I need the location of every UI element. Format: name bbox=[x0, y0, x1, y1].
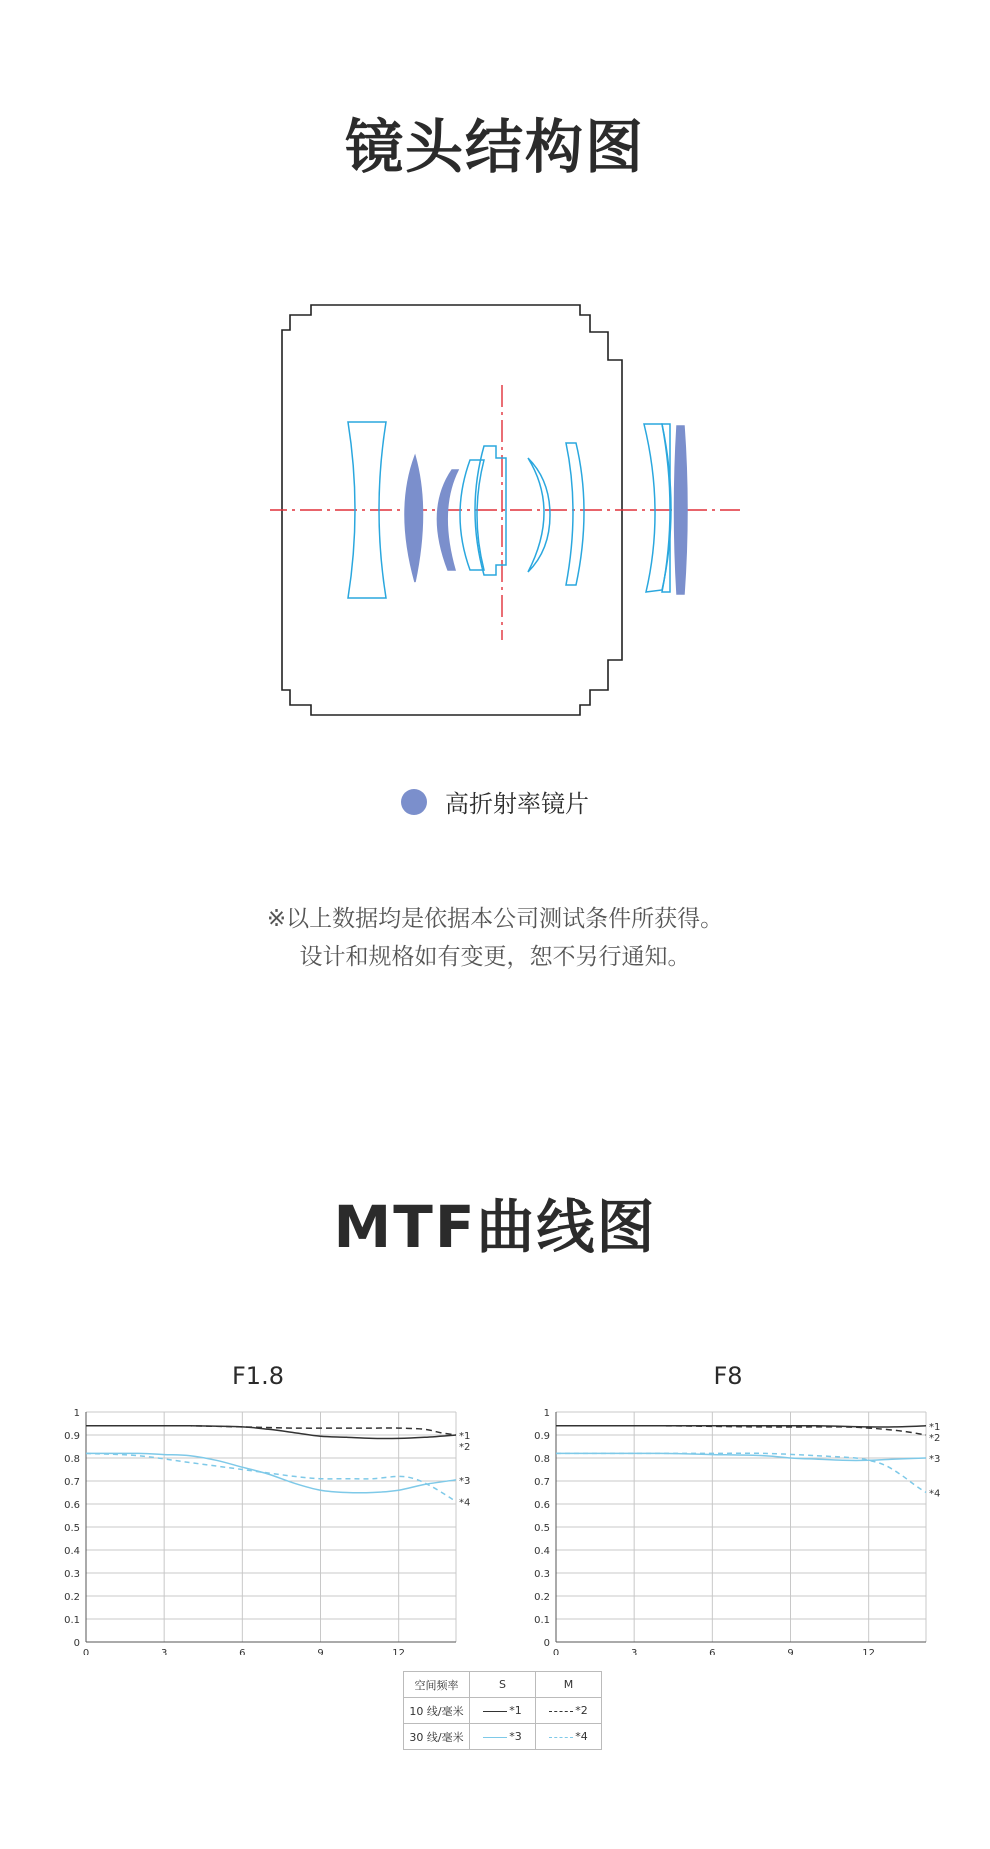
lens-element-4 bbox=[460, 460, 484, 570]
y-tick-label: 0.1 bbox=[64, 1615, 80, 1626]
y-tick-label: 0 bbox=[543, 1638, 550, 1649]
x-tick-label: 0 bbox=[82, 1648, 90, 1655]
y-tick-label: 0.5 bbox=[64, 1523, 80, 1534]
lens-element-2-high-index bbox=[405, 456, 423, 582]
x-tick-label: 0 bbox=[552, 1648, 560, 1655]
y-tick-label: 0.3 bbox=[64, 1569, 80, 1580]
y-tick-label: 0.4 bbox=[534, 1546, 550, 1557]
key-row-10lp-label: 10 线/毫米 bbox=[404, 1698, 470, 1724]
x-tick-label: 6 bbox=[239, 1648, 246, 1655]
key-s2: *3 bbox=[470, 1724, 536, 1750]
y-tick-label: 0.8 bbox=[534, 1454, 550, 1465]
series-line-m3 bbox=[556, 1453, 926, 1460]
chart-title-f18: F1.8 bbox=[232, 1362, 284, 1390]
y-tick-label: 0.8 bbox=[64, 1454, 80, 1465]
lens-legend bbox=[0, 784, 990, 819]
x-tick-label: 12 bbox=[392, 1648, 406, 1655]
x-tick-label: 6 bbox=[709, 1648, 716, 1655]
x-tick-label: 3 bbox=[630, 1648, 638, 1655]
key-m1: *2 bbox=[536, 1698, 602, 1724]
y-tick-label: 0.2 bbox=[64, 1592, 80, 1603]
series-end-label: *2 bbox=[459, 1442, 470, 1453]
high-index-legend-label: 高折射率镜片 bbox=[445, 790, 589, 818]
key-header-frequency: 空间频率 bbox=[404, 1672, 470, 1698]
y-tick-label: 0.1 bbox=[534, 1615, 550, 1626]
key-header-s: S bbox=[470, 1672, 536, 1698]
lens-element-8 bbox=[644, 424, 671, 592]
series-end-label: *3 bbox=[929, 1454, 940, 1465]
x-tick-label: 3 bbox=[160, 1648, 168, 1655]
y-tick-label: 0.2 bbox=[534, 1592, 550, 1603]
series-end-label: *2 bbox=[929, 1432, 940, 1444]
chart-title-f8: F8 bbox=[713, 1362, 743, 1390]
y-tick-label: 0.3 bbox=[534, 1569, 550, 1580]
lens-element-7 bbox=[566, 443, 584, 585]
series-line-m3 bbox=[86, 1453, 456, 1492]
y-tick-label: 0.6 bbox=[64, 1500, 80, 1511]
y-tick-label: 0 bbox=[73, 1638, 80, 1649]
x-tick-label: 12 bbox=[862, 1648, 876, 1655]
y-tick-label: 0.9 bbox=[64, 1431, 80, 1442]
key-header-m: M bbox=[536, 1672, 602, 1698]
series-end-label: *1 bbox=[459, 1431, 470, 1442]
lens-element-3-high-index bbox=[437, 470, 458, 570]
key-m2: *4 bbox=[536, 1724, 602, 1750]
y-tick-label: 1 bbox=[73, 1408, 80, 1419]
x-tick-label: 9 bbox=[787, 1648, 794, 1655]
disclaimer-line-2: 设计和规格如有变更，恕不另行通知。 bbox=[299, 944, 691, 970]
lens-element-6 bbox=[528, 458, 550, 572]
series-end-label: *4 bbox=[929, 1488, 940, 1500]
series-line-m4 bbox=[86, 1453, 456, 1501]
y-tick-label: 0.5 bbox=[534, 1523, 550, 1534]
mtf-chart-f8 bbox=[520, 1395, 940, 1655]
mtf-chart-f18 bbox=[50, 1395, 470, 1655]
y-tick-label: 0.7 bbox=[534, 1477, 550, 1488]
key-row-30lp-label: 30 线/毫米 bbox=[404, 1724, 470, 1750]
lens-element-9 bbox=[662, 424, 670, 592]
series-end-label: *1 bbox=[929, 1421, 940, 1433]
series-end-label: *3 bbox=[459, 1475, 470, 1487]
series-end-label: *4 bbox=[459, 1497, 470, 1509]
mtf-section-title: MTF曲线图 bbox=[333, 1193, 657, 1261]
lens-structure-diagram bbox=[270, 300, 750, 720]
x-tick-label: 9 bbox=[317, 1648, 324, 1655]
series-line-m2 bbox=[86, 1426, 456, 1435]
disclaimer-line-1: ※以上数据均是依据本公司测试条件所获得。 bbox=[266, 906, 724, 932]
high-index-legend-dot bbox=[401, 789, 427, 815]
series-line-m4 bbox=[556, 1453, 926, 1492]
y-tick-label: 1 bbox=[543, 1408, 550, 1419]
disclaimer-notes bbox=[0, 900, 990, 976]
mtf-key-table bbox=[403, 1671, 602, 1750]
y-tick-label: 0.9 bbox=[534, 1431, 550, 1442]
y-tick-label: 0.6 bbox=[534, 1500, 550, 1511]
key-s1: *1 bbox=[470, 1698, 536, 1724]
y-tick-label: 0.4 bbox=[64, 1546, 80, 1557]
y-tick-label: 0.7 bbox=[64, 1477, 80, 1488]
lens-element-10-high-index bbox=[675, 426, 688, 594]
lens-structure-title: 镜头结构图 bbox=[344, 113, 645, 181]
